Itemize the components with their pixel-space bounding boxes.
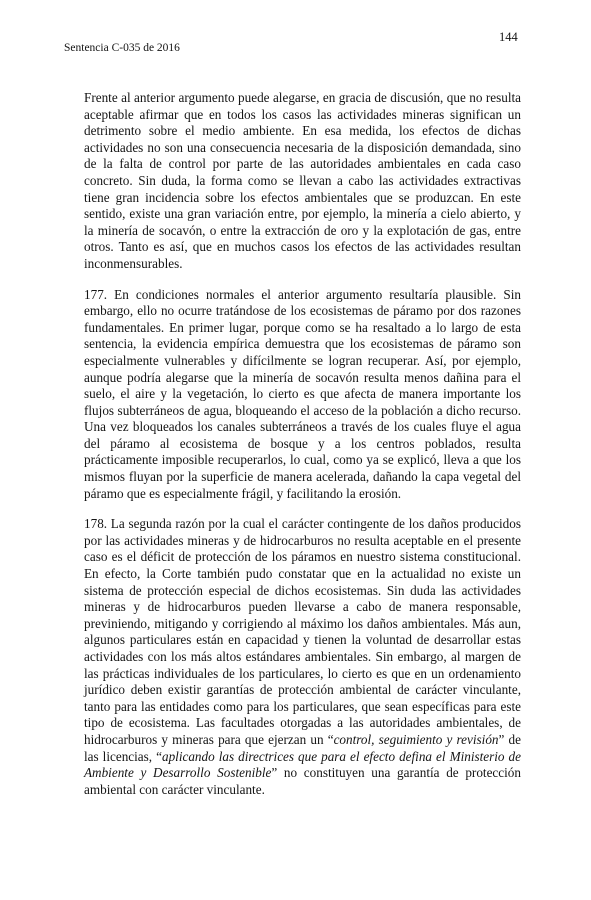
page-number: 144 — [499, 30, 518, 44]
paragraph-177: 177. En condiciones normales el anterior argumento resultaría plausible. Sin embargo, ello no ocurre tratándose de los ecosistemas de páramo por dos razones fundamentales. En primer lugar, porque como se ha resaltado a lo largo de esta sentencia, la evidencia empírica demuestra que los ecosistemas de páramo son especialmente vulnerables y difícilmente se logran recuperar. Así, por ejemplo, aunque podría alegarse que la minería de socavón resulta menos dañina para el suelo, el aire y la vegetación, lo cierto es que afecta de manera importante los flujos subterráneos de agua, bloqueando el acceso de la población a dicho recurso. Una vez bloqueados los canales subterráneos a través de los cuales fluye el agua del páramo al ecosistema de bosque y a los centros poblados, resulta prácticamente imposible recuperarlos, lo cual, como ya se explicó, lleva a que los mismos fluyan por la superficie de manera acelerada, dañando la capa vegetal del páramo que es especialmente frágil, y facilitando la erosión. — [84, 286, 521, 501]
document-body — [84, 90, 521, 812]
paragraph-178-text-1: 178. La segunda razón por la cual el carácter contingente de los daños producidos por las actividades mineras y de hidrocarburos no resulta aceptable en el presente caso es el déficit de protección de los páramos en nuestro sistema constitucional. En efecto, la Corte también pudo constatar que en la actualidad no existe un sistema de protección especial de dichos ecosistemas. Sin duda las actividades mineras y de hidrocarburos pueden llevarse a cabo de manera responsable, previniendo, mitigando y corrigiendo al máximo los daños ambientales. Más aun, algunos particulares están en capacidad y tienen la voluntad de desarrollar estas actividades con los más altos estándares ambientales. Sin embargo, al margen de las prácticas individuales de los particulares, lo cierto es que en un ordenamiento jurídico deben existir garantías de protección ambiental de carácter vinculante, tanto para las entidades como para los particulares, que sean específicas para este tipo de ecosistema. Las facultades otorgadas a las autoridades ambientales, de hidrocarburos y mineras para que ejerzan un “ — [84, 516, 521, 747]
quoted-directrices-phrase: aplicando las directrices que para el efecto defina el Ministerio de Ambiente y Desarrollo Sostenible — [84, 748, 521, 781]
quoted-control-phrase: control, seguimiento y revisión — [333, 731, 499, 747]
paragraph-intro: Frente al anterior argumento puede alegarse, en gracia de discusión, que no resulta aceptable afirmar que en todos los casos las actividades mineras significan un detrimento sobre el medio ambiente. En esa medida, los efectos de dichas actividades no son una consecuencia necesaria de la disposición demandada, sino de la falta de control por parte de las autoridades ambientales en cada caso concreto. Sin duda, la forma como se llevan a cabo las actividades extractivas tiene gran incidencia sobre los efectos ambientales que se produzcan. En este sentido, existe una gran variación entre, por ejemplo, la minería a cielo abierto, y la minería de socavón, o entre la extracción de oro y la explotación de gas, entre otros. Tanto es así, que en muchos casos los efectos de las actividades resultan inconmensurables. — [84, 90, 521, 271]
paragraph-178 — [84, 516, 521, 798]
paragraph-178-text-3: ” no constituyen una garantía de protección ambiental con carácter vinculante. — [84, 765, 521, 797]
running-header: Sentencia C-035 de 2016 — [64, 42, 180, 54]
paragraph-178-text-2: ” de las licencias, “ — [84, 731, 521, 764]
